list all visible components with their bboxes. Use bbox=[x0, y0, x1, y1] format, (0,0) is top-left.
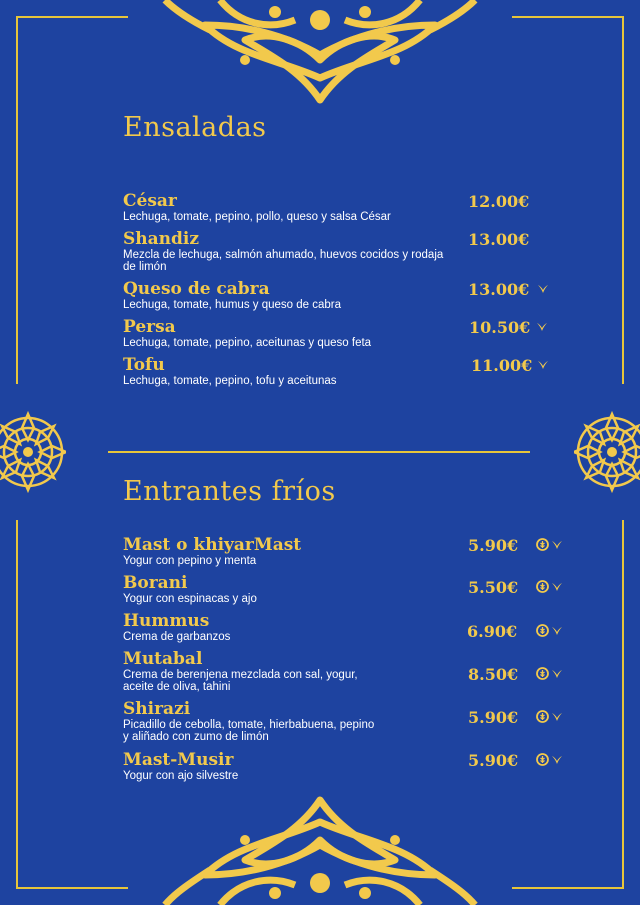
menu-item-mutabal bbox=[123, 650, 563, 693]
right-medallion-ornament bbox=[574, 400, 640, 504]
item-description: Lechuga, tomate, humus y queso de cabra bbox=[123, 299, 342, 311]
item-price: 13.00€ bbox=[468, 280, 530, 299]
gluten-free-icon bbox=[536, 538, 549, 551]
frame-right-upper bbox=[622, 16, 624, 384]
item-price: 8.50€ bbox=[468, 665, 519, 684]
item-description: Lechuga, tomate, pepino, aceitunas y queso feta bbox=[123, 337, 372, 349]
item-description: Crema de garbanzos bbox=[123, 631, 231, 643]
item-description: Crema de berenjena mezclada con sal, yogur, aceite de oliva, tahini bbox=[123, 669, 358, 693]
gluten-free-icon bbox=[536, 753, 549, 766]
item-price: 5.50€ bbox=[468, 578, 519, 597]
item-price: 5.90€ bbox=[468, 708, 519, 727]
item-name: Persa bbox=[123, 317, 176, 337]
section-title-entrantes-frios: Entrantes fríos bbox=[123, 476, 336, 507]
menu-item-shirazi bbox=[123, 700, 563, 743]
item-description: Mezcla de lechuga, salmón ahumado, huevos cocidos y rodaja de limón bbox=[123, 249, 444, 273]
item-description: Lechuga, tomate, pepino, tofu y aceitunas bbox=[123, 375, 337, 387]
top-mandala-ornament bbox=[150, 0, 490, 105]
frame-left-lower bbox=[16, 520, 18, 889]
frame-bottom-right bbox=[512, 887, 622, 889]
item-name: César bbox=[123, 191, 177, 211]
item-name: Tofu bbox=[123, 355, 165, 375]
item-price: 11.00€ bbox=[471, 356, 533, 375]
item-name: Mutabal bbox=[123, 649, 203, 669]
item-name: Mast o khiyarMast bbox=[123, 535, 302, 555]
gluten-free-icon bbox=[536, 667, 549, 680]
item-description: Lechuga, tomate, pepino, pollo, queso y salsa César bbox=[123, 211, 391, 223]
item-description: Yogur con espinacas y ajo bbox=[123, 593, 257, 605]
item-price: 5.90€ bbox=[468, 536, 519, 555]
item-price: 12.00€ bbox=[468, 192, 530, 211]
vegetarian-icon bbox=[551, 710, 563, 722]
vegetarian-icon bbox=[551, 624, 563, 636]
item-description: Picadillo de cebolla, tomate, hierbabuena, pepino y aliñado con zumo de limón bbox=[123, 719, 375, 743]
frame-right-lower bbox=[622, 520, 624, 889]
menu-item-mast-musir bbox=[123, 751, 563, 782]
frame-left-upper bbox=[16, 16, 18, 384]
menu-item-shandiz bbox=[123, 230, 563, 273]
item-price: 13.00€ bbox=[468, 230, 530, 249]
menu-item-cesar bbox=[123, 192, 563, 223]
item-description: Yogur con pepino y menta bbox=[123, 555, 257, 567]
vegetarian-icon bbox=[551, 580, 563, 592]
item-name: Shirazi bbox=[123, 699, 191, 719]
item-price: 5.90€ bbox=[468, 751, 519, 770]
gluten-free-icon bbox=[536, 624, 549, 637]
section-title-ensaladas: Ensaladas bbox=[123, 112, 267, 143]
vegetarian-icon bbox=[537, 282, 549, 294]
item-name: Shandiz bbox=[123, 229, 200, 249]
vegetarian-icon bbox=[551, 753, 563, 765]
item-name: Hummus bbox=[123, 611, 210, 631]
menu-item-mast-o-khiyar bbox=[123, 536, 563, 567]
frame-top-left bbox=[18, 16, 128, 18]
section-divider bbox=[108, 451, 530, 453]
vegetarian-icon bbox=[551, 538, 563, 550]
frame-bottom-left bbox=[18, 887, 128, 889]
item-name: Borani bbox=[123, 573, 188, 593]
item-price: 6.90€ bbox=[467, 622, 518, 641]
item-price: 10.50€ bbox=[469, 318, 531, 337]
gluten-free-icon bbox=[536, 710, 549, 723]
menu-item-persa bbox=[123, 318, 563, 349]
item-name: Queso de cabra bbox=[123, 279, 270, 299]
vegetarian-icon bbox=[537, 358, 549, 370]
left-medallion-ornament bbox=[0, 400, 66, 504]
item-name: Mast-Musir bbox=[123, 750, 234, 770]
menu-item-borani bbox=[123, 574, 563, 605]
vegetarian-icon bbox=[551, 667, 563, 679]
frame-top-right bbox=[512, 16, 622, 18]
item-description: Yogur con ajo silvestre bbox=[123, 770, 239, 782]
vegetarian-icon bbox=[536, 320, 548, 332]
bottom-mandala-ornament bbox=[150, 795, 490, 905]
gluten-free-icon bbox=[536, 580, 549, 593]
menu-item-queso-de-cabra bbox=[123, 280, 563, 311]
menu-item-hummus bbox=[123, 612, 563, 643]
menu-item-tofu bbox=[123, 356, 563, 387]
